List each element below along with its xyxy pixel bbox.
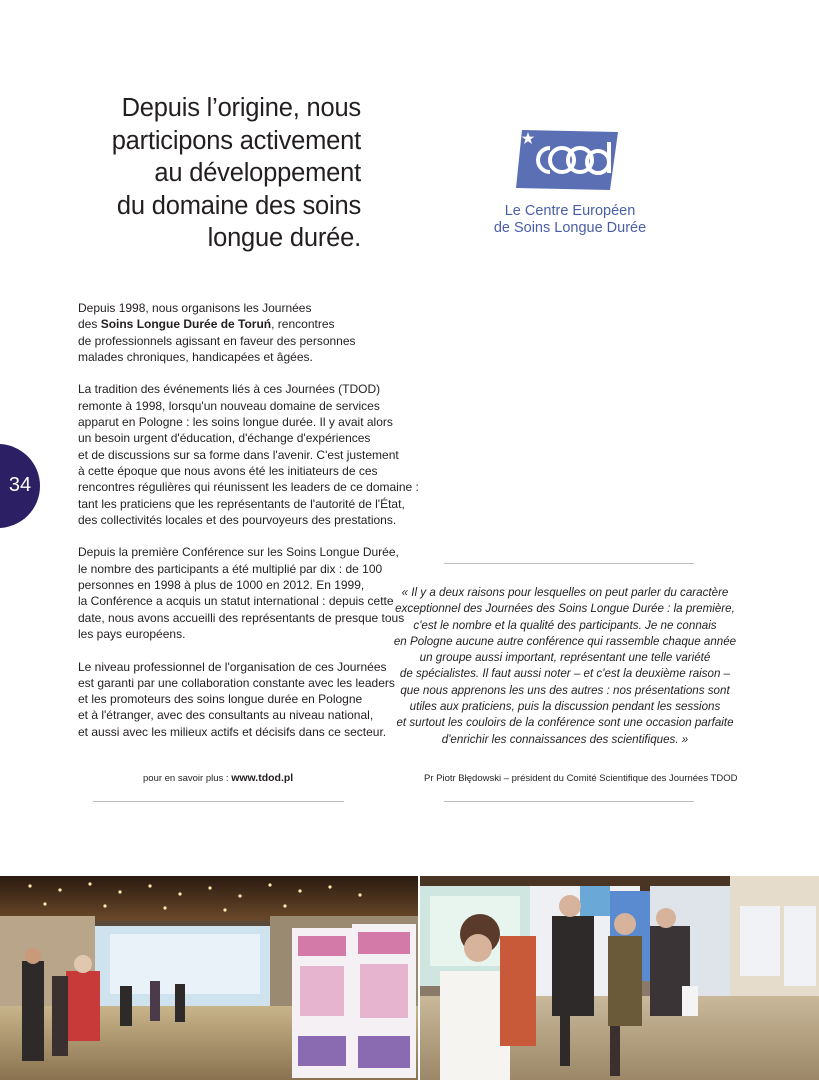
paragraph [78,544,408,642]
quote-line: d'enrichir les connaissances des scientifiques. » [441,732,689,746]
text-line: Depuis 1998, nous organisons les Journées [78,301,312,315]
text-line: remonte à 1998, lorsqu'un nouveau domaine de services [78,398,380,413]
text-line: malades chroniques, handicapées et âgées. [78,349,313,364]
text-line: des collectivités locales et des pourvoyeurs des prestations. [78,512,397,527]
quote-line: utiles aux praticiens, puis la discussion pendant les sessions [409,700,721,714]
event-name: Soins Longue Durée de Toruń [100,317,272,332]
quote-line: et surtout les couloirs de la conférence sont une occasion parfaite [396,716,734,730]
quote-top-divider [444,563,694,564]
headline-line: longue durée. [207,224,361,252]
quote-line: un groupe aussi important, représentant une telle variété [419,651,711,665]
text-line: La tradition des événements liés à ces Journées (TDOD) [78,382,381,397]
text-line: la Conférence a acquis un statut international : depuis cette [78,594,394,609]
text-span: des [78,317,101,332]
quote-line: de spécialistes. Il faut aussi noter – et c'est la deuxième raison – [399,667,731,681]
website-link[interactable]: www.tdod.pl [231,772,294,784]
text-line: un besoin urgent d'éducation, d'échange d'expériences [78,431,371,446]
quote-attribution: Pr Piotr Błędowski – président du Comité Scientifique des Journées TDOD [424,773,738,784]
headline-line: participons activement [111,126,361,155]
right-bottom-divider [444,801,694,802]
text-line [78,316,408,332]
text-line: apparut en Pologne : les soins longue durée. Il y avait alors [78,415,393,430]
text-line: et à l'étranger, avec des consultants au niveau national, [78,708,374,723]
text-line: et aussi avec les milieux actifs et décisifs dans ce secteur. [78,724,387,739]
text-line: Le niveau professionnel de l'organisation de ces Journées [78,659,387,674]
headline-line: Depuis l’origine, nous [121,94,361,122]
text-line: est garanti par une collaboration constante avec les leaders [78,675,395,690]
paragraph [78,381,419,528]
quote-line: c'est le nombre et la qualité des participants. Je ne connais [413,618,717,632]
headline-line: au développement [154,159,361,187]
paragraph [78,300,408,365]
text-line: personnes en 1998 à plus de 1000 en 2012. En 1999, [78,578,365,593]
left-bottom-divider [93,801,344,802]
text-line: date, nous avons accueilli des représentants de presque tous [78,610,405,625]
text-span: , rencontres [271,317,335,332]
text-line: de professionnels agissant en faveur des personnes [78,333,356,348]
quote-line: exceptionnel des Journées des Soins Longue Durée : la première, [395,602,735,616]
quote-line: « Il y a deux raisons pour lesquelles on peut parler du caractère [401,586,729,599]
text-line: Depuis la première Conférence sur les Soins Longue Durée, [78,545,399,560]
more-info [143,772,293,784]
paragraph [78,659,408,740]
text-line: et de discussions sur sa forme dans l'avenir. C'est justement [78,447,399,462]
ceod-logo-icon [516,128,622,192]
logo-name [470,203,670,237]
page-number: 34 [8,474,32,496]
logo-name-line: Le Centre Européen [504,203,636,219]
more-info-label: pour en savoir plus : [143,773,232,784]
quote-block [390,585,740,748]
headline [81,92,361,255]
headline-line: du domaine des soins [116,191,361,220]
text-line: rencontres régulières qui réunissent les leaders de ce domaine : [78,480,419,495]
quote-line: en Pologne aucune autre conférence qui rassemble chaque année [393,634,737,648]
text-line: tant les praticiens que les représentants de l'autorité de l'État, [78,496,405,511]
text-line: le nombre des participants a été multiplié par dix : de 100 [78,561,383,576]
conference-hall-photo [0,876,418,1080]
quote-line: que nous apprenons les uns des autres : nos présentations sont [400,683,730,697]
text-line: et les promoteurs des soins longue durée en Pologne [78,692,363,707]
text-line: les pays européens. [78,626,186,641]
exhibition-photo [420,876,819,1080]
text-line: à cette époque que nous avons été les initiateurs de ces [78,463,378,478]
logo-name-line: de Soins Longue Durée [493,220,647,236]
body-text [78,300,419,756]
